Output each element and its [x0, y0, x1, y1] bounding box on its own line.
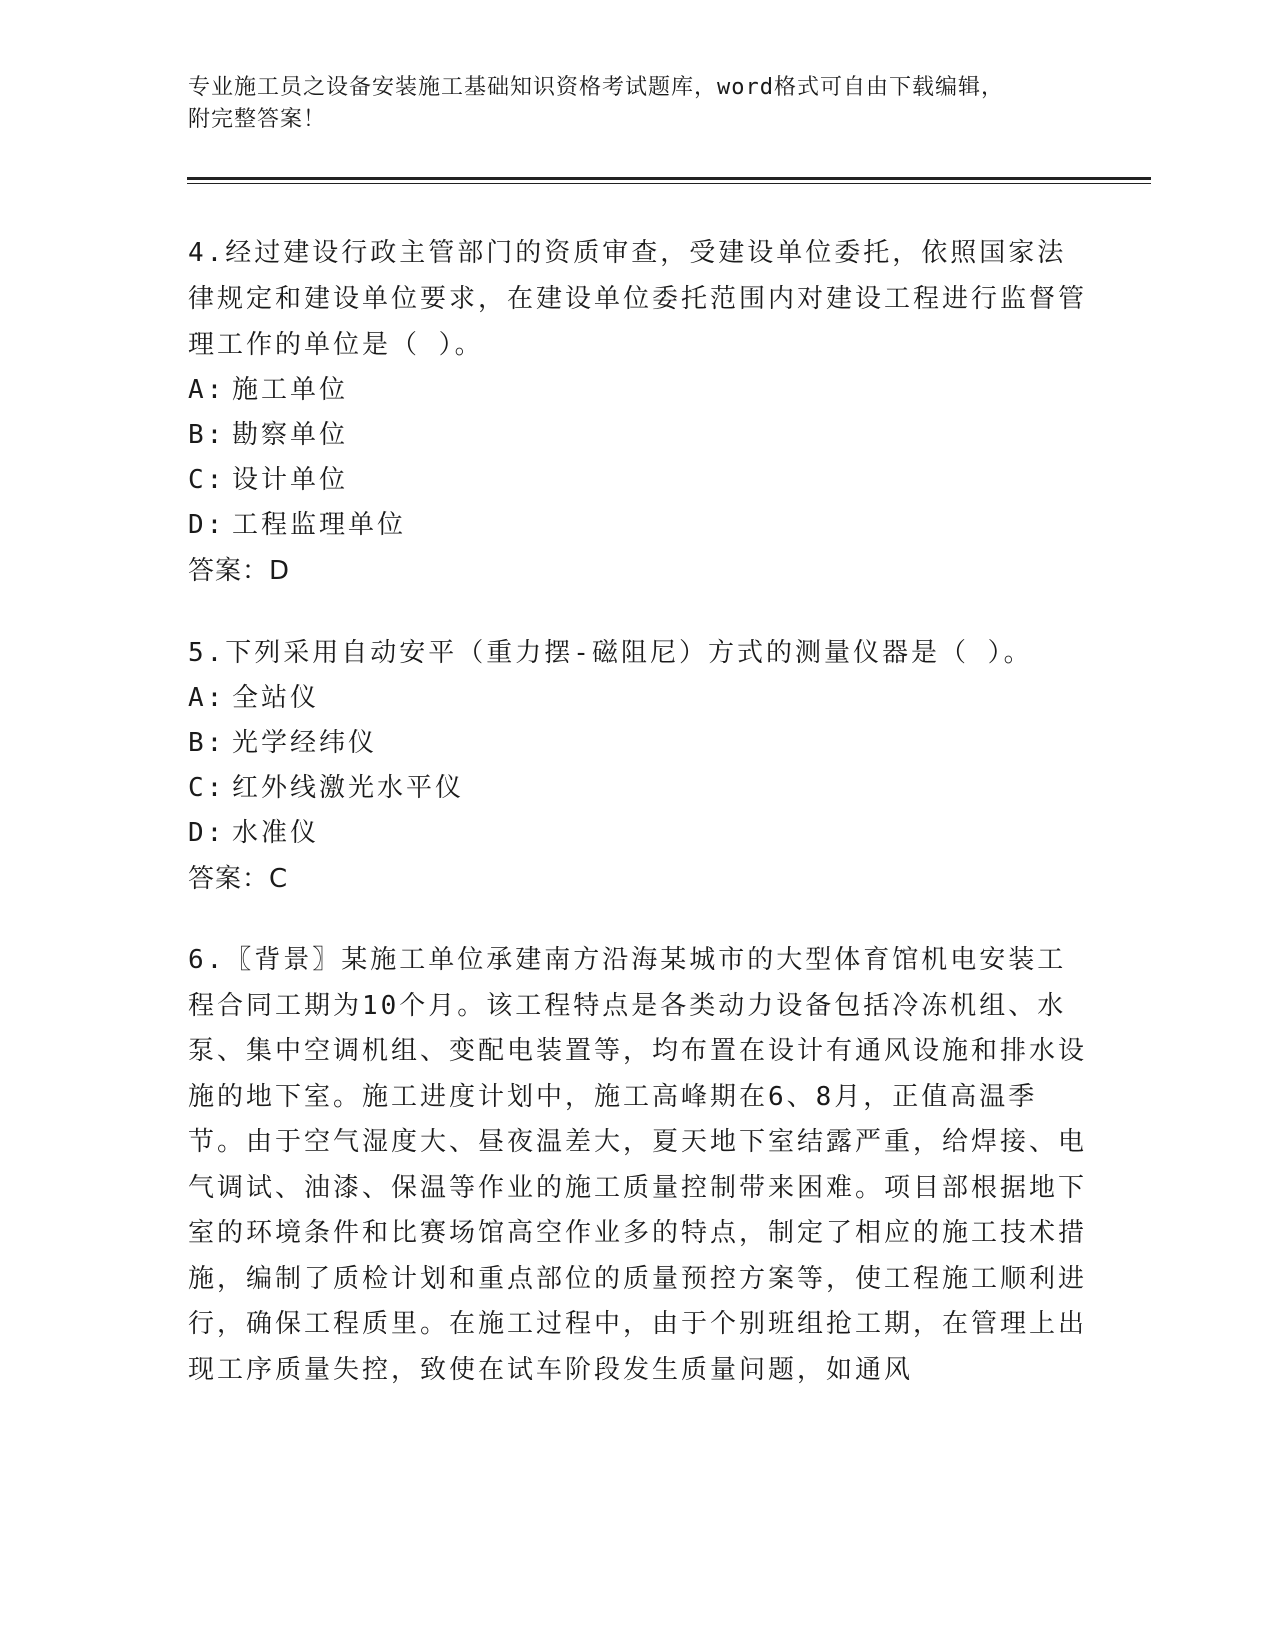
option-letter: C: [188, 773, 226, 803]
header-rule-thick [187, 177, 1151, 180]
question-6 [188, 938, 1088, 1393]
question-4 [188, 230, 1088, 594]
option-d [188, 503, 1088, 548]
option-text: 红外线激光水平仪 [232, 773, 465, 803]
option-letter: A: [188, 375, 226, 405]
option-c [188, 458, 1088, 503]
question-stem: 6.〖背景〗某施工单位承建南方沿海某城市的大型体育馆机电安装工程合同工期为10个月。该工程特点是各类动力设备包括冷冻机组、水泵、集中空调机组、变配电装置等，均布置在设计有通风设施和排水设施的地下室。施工进度计划中，施工高峰期在6、8月，正值高温季节。由于空气湿度大、昼夜温差大，夏天地下室结露严重，给焊接、电气调试、油漆、保温等作业的施工质量控制带来困难。项目部根据地下室的环境条件和比赛场馆高空作业多的特点，制定了相应的施工技术措施，编制了质检计划和重点部位的质量预控方案等，使工程施工顺利进行，确保工程质里。在施工过程中，由于个别班组抢工期，在管理上出现工序质量失控，致使在试车阶段发生质量问题，如通风 [188, 945, 1088, 1385]
option-letter: A: [188, 683, 226, 713]
option-letter: B: [188, 420, 226, 450]
option-text: 施工单位 [232, 375, 349, 405]
option-b [188, 413, 1088, 458]
option-text: 勘察单位 [232, 420, 349, 450]
option-text: 光学经纬仪 [232, 728, 378, 758]
header-rule-thin [187, 183, 1151, 184]
question-stem: 5.下列采用自动安平（重力摆-磁阻尼）方式的测量仪器是（ ）。 [188, 638, 1033, 668]
option-a [188, 676, 1088, 721]
option-letter: B: [188, 728, 226, 758]
option-b [188, 721, 1088, 766]
option-text: 水准仪 [232, 818, 320, 848]
question-stem: 4.经过建设行政主管部门的资质审查，受建设单位委托，依照国家法律规定和建设单位要求，在建设单位委托范围内对建设工程进行监督管理工作的单位是（ ）。 [188, 238, 1088, 360]
answer-line: 答案：D [188, 556, 291, 586]
document-header [188, 72, 1068, 136]
option-c [188, 766, 1088, 811]
question-list [188, 230, 1088, 1429]
option-text: 全站仪 [232, 683, 320, 713]
header-line-2: 附完整答案！ [188, 107, 327, 132]
option-letter: D: [188, 510, 226, 540]
option-d [188, 811, 1088, 856]
option-text: 设计单位 [232, 465, 349, 495]
question-5 [188, 630, 1088, 902]
option-letter: C: [188, 465, 226, 495]
option-text: 工程监理单位 [232, 510, 407, 540]
answer-line: 答案：C [188, 864, 289, 894]
option-letter: D: [188, 818, 226, 848]
header-line-1: 专业施工员之设备安装施工基础知识资格考试题库，word格式可自由下载编辑， [188, 75, 1004, 100]
option-a [188, 368, 1088, 413]
